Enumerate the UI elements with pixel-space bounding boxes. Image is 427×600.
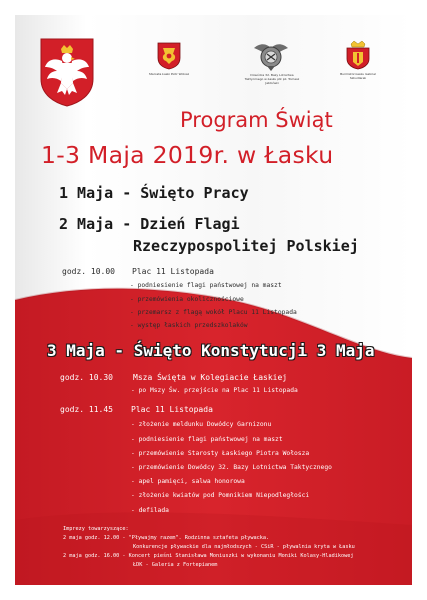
may1-heading: 1 Maja - Święto Pracy	[59, 184, 249, 202]
air-base-32-emblem-caption: Dowódca 32. Bazy Lotnictwa Taktycznego w Łasku płk pil. Tomasz Jabłoński	[244, 73, 300, 85]
may3-place-1: Msza Święta w Kolegiacie Łaskiej	[133, 373, 288, 382]
may3-time-1: godz. 10.30	[60, 373, 113, 382]
may2-place: Plac 11 Listopada	[132, 267, 214, 276]
may3-item: - podniesienie flagi państwowej na maszt	[131, 436, 283, 443]
may3-item: - przemówienie Dowódcy 32. Bazy Lotnictwa Taktycznego	[131, 464, 332, 471]
lask-town-crown-arms-caption: Burmistrz Łasku Gabriel Szkudlarek	[340, 72, 376, 80]
footer-line: 2 maja godz. 12.00 - "Pływajmy razem". Rodzinna sztafeta pływacka.	[63, 535, 270, 541]
may2-item: - przemówienia okolicznościowe	[130, 296, 244, 303]
title-line-2: 1-3 Maja 2019r. w Łasku	[41, 141, 334, 169]
may3-item: - złożenie kwiatów pod Pomnikiem Niepodległości	[131, 492, 310, 499]
may2-item: - podniesienie flagi państwowej na maszt	[130, 282, 282, 289]
may2-heading-line-2: Rzeczypospolitej Polskiej	[133, 237, 359, 255]
footer-line: 2 maja godz. 16.00 - Koncert pieśni Stanisława Moniuszki w wykonaniu Moniki Kolasy-Hladikowej	[63, 553, 354, 559]
may3-item: - złożenie meldunku Dowódcy Garnizonu	[131, 421, 272, 428]
may2-time: godz. 10.00	[62, 267, 115, 276]
may2-item: - występ łaskich przedszkolaków	[130, 322, 248, 329]
may3-time-2: godz. 11.45	[60, 405, 113, 414]
air-base-32-emblem-icon	[253, 38, 289, 72]
lask-coat-of-arms-icon	[157, 42, 181, 70]
footer-heading: Imprezy towarzyszące:	[63, 526, 129, 532]
may3-item: - apel pamięci, salwa honorowa	[131, 478, 245, 485]
may3-place-2: Plac 11 Listopada	[131, 405, 213, 414]
poland-eagle-emblem-icon	[39, 37, 95, 107]
may2-item: - przemarsz z flagą wokół Placu 11 Listopada	[130, 309, 297, 316]
may3-item: - defilada	[131, 507, 169, 514]
may3-heading: 3 Maja - Święto Konstytucji 3 Maja	[47, 341, 375, 360]
title-line-1: Program Świąt	[180, 108, 333, 132]
may3-item: - przemówienie Starosty Łaskiego Piotra Wołosza	[131, 450, 310, 457]
lask-coat-of-arms-caption: Starosta Łaski Piotr Wołosz	[148, 72, 190, 76]
footer-line: Konkurencje pływackie dla najmłodszych - CSiR - pływalnia kryta w Łasku	[133, 544, 355, 550]
footer-line: ŁDK - Galeria z Fortepianem	[133, 562, 218, 568]
may2-heading-line-1: 2 Maja - Dzień Flagi	[59, 215, 240, 233]
may3-item-1: - po Mszy Św. przejście na Plac 11 Listopada	[131, 387, 298, 394]
lask-town-crown-arms-icon	[346, 40, 370, 70]
